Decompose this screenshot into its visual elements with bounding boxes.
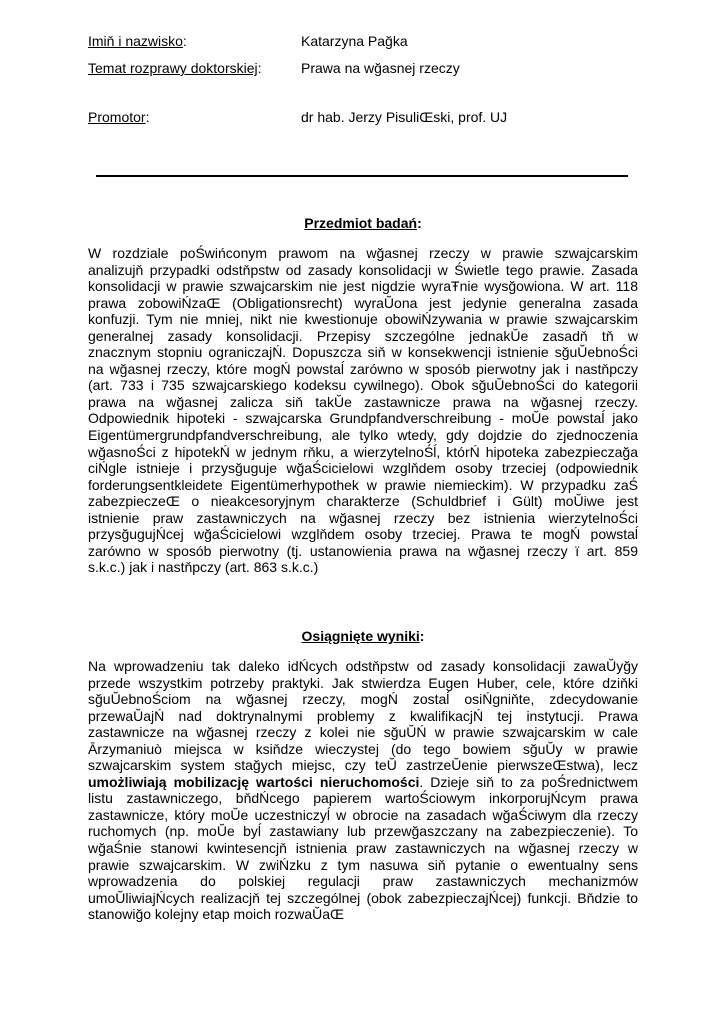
line-text: stanowiğo kolejny etap moich rozwaŬaŒ: [88, 906, 345, 923]
paragraph-line: konsolidacji w prawie szwajcarskim nie jest nigdzie wyraŦnie wysğowiona. W art. 118: [88, 278, 638, 295]
line-text: sğuŬebnoŚciom na wğasnej rzeczy, mogŃ zostaĺ osiŃgniňte, zdecydowanie: [88, 691, 638, 708]
promoter-label: Promotor:: [88, 109, 150, 125]
paragraph-line: [88, 890, 638, 907]
paragraph-line: (art. 733 i 735 szwajcarskiego kodeksu cywilnego). Obok sğuŬebnoŚci do kategorii: [88, 377, 638, 394]
paragraph-line: prawa zobowiŃzaŒ (Obligationsrecht) wyraŬona jest jedynie generalna zasada: [88, 294, 638, 311]
paragraph-line: [88, 807, 638, 824]
topic-row: [88, 58, 648, 78]
paragraph-line: zarówno w sposób pierwotny (tj. ustanowienia prawa na wğasnej rzeczy ï art. 859: [88, 542, 638, 559]
line-text: . Dzieje siň to za poŚrednictwem: [419, 773, 639, 790]
name-row: [88, 31, 648, 51]
paragraph-line: przysğugujŃcej wğaŚcicielowi wzglňdem osoby trzeciej. Prawa te mogŃ powstaĺ: [88, 526, 638, 543]
paragraph-line: forderungsentkleidete Eigentümerhypothek w prawie niemieckim). W przypadku zaŚ: [88, 476, 638, 493]
paragraph-line: [88, 790, 638, 807]
topic-value: Prawa na wğasnej rzeczy: [301, 60, 460, 76]
paragraph-line: zabezpieczeŒ o nieakcesoryjnym charakterze (Schuldbrief i Gült) moŬiwe jest: [88, 493, 638, 510]
paragraph-line: na wğasnej rzeczy, które mogŃ powstaĺ zarówno w sposób pierwotny jak i nastňpczy: [88, 360, 638, 377]
paragraph-line: [88, 906, 638, 923]
paragraph-line: [88, 724, 638, 741]
promoter-value: dr hab. Jerzy PisuliŒski, prof. UJ: [301, 109, 508, 125]
paragraph-line: [88, 823, 638, 840]
paragraph-line: [88, 873, 638, 890]
paragraph-line: [88, 675, 638, 692]
paragraph-line: ciŃgle istnieje i przysğuguje wğaŚcicielowi wzglňdem osoby trzeciej (odpowiednik: [88, 460, 638, 477]
paragraph-line: Odpowiednik hipoteki - szwajcarska Grundpfandverschreibung - moŬe powstaĺ jako: [88, 410, 638, 427]
line-text: Na wprowadzeniu tak daleko idŃcych odstňpstw od zasady konsolidacji zawaŬyğy: [88, 658, 638, 674]
topic-label: Temat rozprawy doktorskiej:: [88, 60, 262, 76]
paragraph-line: [88, 658, 638, 675]
paragraph-line: [88, 757, 638, 774]
paragraph-line: analizujň przypadki odstňpstw od zasady konsolidacji w Świetle tego prawie. Zasada: [88, 261, 638, 278]
line-text: zastawnicze na wğasnej rzeczy z kolei nie sğuŬŃ w prawie szwajcarskim w cale: [88, 724, 638, 741]
promoter-row: [88, 107, 648, 127]
paragraph-line: Eigentümergrundpfandverschreibung, ale tylko wtedy, gdy dojdzie do zjednoczenia: [88, 427, 638, 444]
line-text: wprowadzenia do polskiej regulacji praw zastawniczych mechanizmów: [88, 873, 638, 890]
paragraph-line: [88, 691, 638, 708]
line-text: listu zastawniczego, bňdŃcego papierem wartoŚciowym inkorporujŃcym prawa: [88, 790, 638, 807]
paragraph-line: W rozdziale poŚwińconym prawom na wğasnej rzeczy w prawie szwajcarskim: [88, 245, 638, 261]
line-text: zastawnicze, który moŬe uczestniczyĺ w obrocie na zasadach wğaŚciwym dla rzeczy: [88, 806, 638, 823]
results-paragraph: [88, 658, 638, 923]
paragraph-line: generalnej zasady konsolidacji. Przepisy szczególne jednakŬe zasadň tň w: [88, 327, 638, 344]
line-text: ruchomych (np. moŬe byĺ zastawiany lub przewğaszczany na zabezpieczenie). To: [88, 823, 638, 840]
paragraph-line: znacznym stopniu ograniczajŃ. Dopuszcza siň w konsekwencji istnienie sğuŬebnoŚci: [88, 344, 638, 361]
paragraph-line: s.k.c.) jak i nastňpczy (art. 863 s.k.c.): [88, 559, 319, 576]
paragraph-line: konfuzji. Tym nie mniej, nikt nie kwestionuje obowiŃzywania w prawie szwajcarskim: [88, 311, 638, 328]
line-text: przewaŬajŃ nad doktrynalnymi problemy z kwalifikacjŃ tej instytucji. Prawa: [88, 707, 638, 724]
paragraph-line: [88, 857, 638, 874]
horizontal-divider: [96, 175, 628, 177]
paragraph-line: [88, 774, 638, 791]
paragraph-line: prawa na wğasnej zalicza siň takŬe zastawnicze prawa na wğasnej rzeczy.: [88, 393, 638, 410]
subject-paragraph: [88, 245, 638, 576]
paragraph-line: [88, 840, 638, 857]
paragraph-line: istnienie praw zastawniczych na wğasnej rzeczy bez istnienia wierzytelnoŚci: [88, 509, 638, 526]
line-text: przede wszystkim potrzeby praktyki. Jak stwierdza Eugen Huber, cele, które dziňki: [88, 674, 638, 691]
paragraph-line: [88, 708, 638, 725]
name-value: Katarzyna Pağka: [301, 33, 408, 49]
section-title-subject: Przedmiot badań:: [304, 215, 422, 231]
line-text: Ārzymaniuò miejsca w ksiňdze wieczystej (do tego bowiem sğuŬy w prawie: [88, 740, 638, 757]
section-title-results: Osiągnięte wyniki:: [301, 628, 425, 644]
paragraph-line: [88, 741, 638, 758]
line-text: szwajcarskim system stağych miejsc, czy teŬ zastrzeŬenie pierwszeŒstwa), lecz: [88, 757, 638, 774]
line-text: umoŬliwiajŃcych realizacjň tej szczególnej (obok zabezpieczajŃcej) funkcji. Bňdzie to: [88, 889, 638, 906]
line-text: prawie szwajcarskim. W zwiŃzku z tym nasuwa siň pytanie o ewentualny sens: [88, 856, 638, 873]
line-text: wğaŚnie stanowi kwintesencjň istnienia praw zastawniczych na wğasnej rzeczy w: [88, 840, 638, 857]
bold-phrase: umożliwiają mobilizację wartości nieruchomości: [88, 773, 420, 790]
paragraph-line: wğasnoŚci z hipotekŃ w jednym rňku, a wierzytelnoŚĺ, którŃ hipoteka zabezpieczağa: [88, 443, 638, 460]
name-label: Imiň i nazwisko:: [88, 33, 187, 49]
